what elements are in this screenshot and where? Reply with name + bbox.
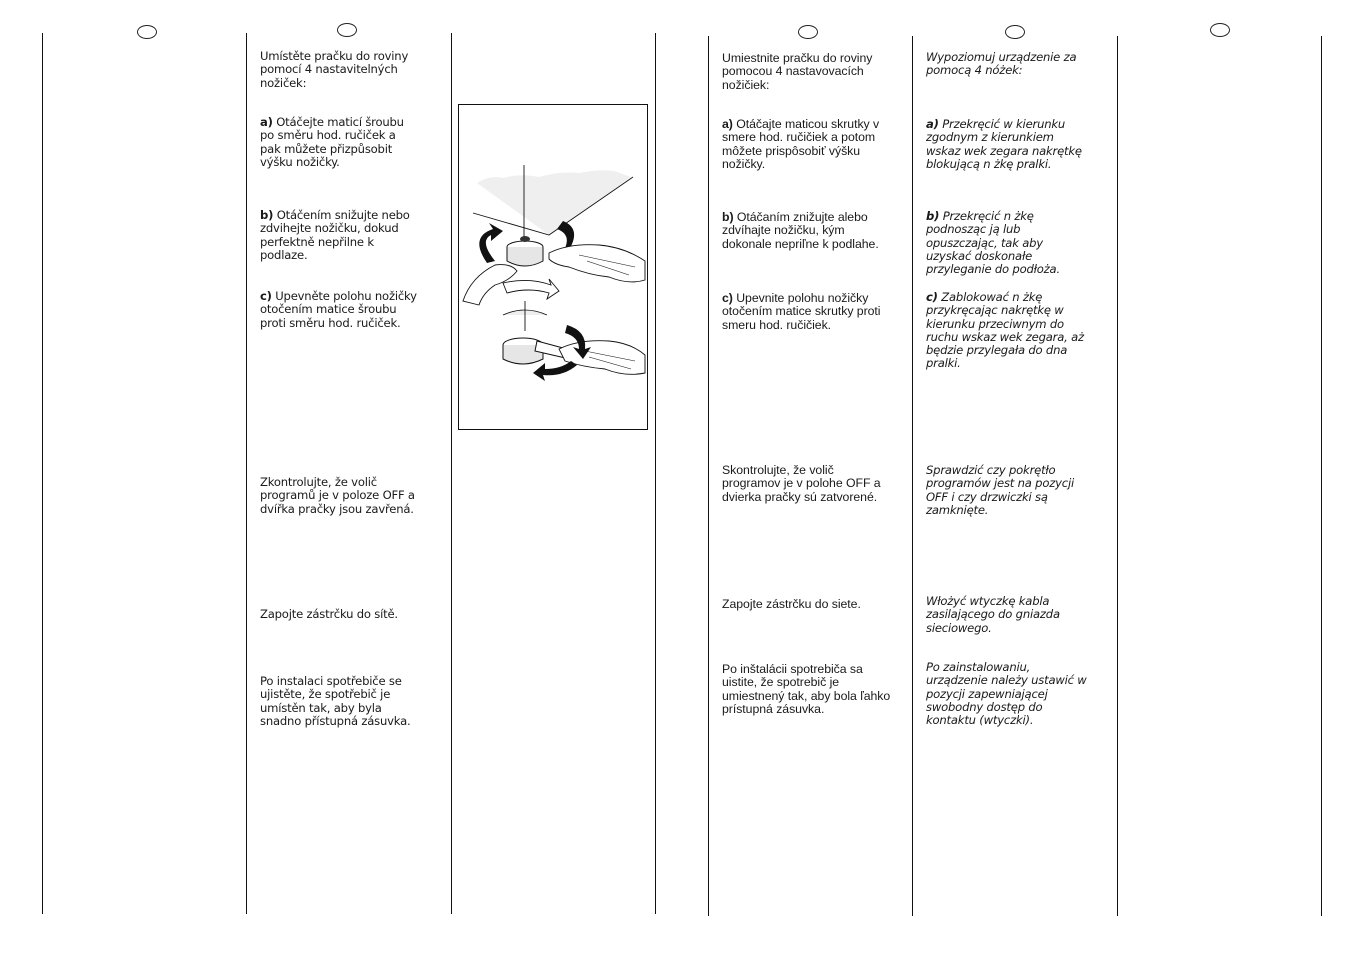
sk-step-b-text: Otáčaním znižujte alebo zdvíhajte nožičku, kým dokonale nepriľne k podlahe.: [722, 210, 879, 251]
column-divider: [42, 33, 43, 914]
cz-step-c-label: c): [260, 289, 272, 303]
column-divider: [451, 33, 452, 914]
pl-step-c-text: Zablokować n żkę przykręcając nakrętkę w kierunku przeciwnym do ruchu wskaz wek zegara, aż będzie przylegała do dna pralki.: [926, 290, 1084, 371]
column-divider: [1321, 36, 1322, 916]
sk-step-c: [722, 292, 908, 332]
sk-step-b: [722, 211, 908, 251]
cz-step-a: [260, 116, 445, 170]
cz-step-b-label: b): [260, 208, 274, 222]
cz-plug-in: Zapojte zástrčku do sítě.: [260, 607, 398, 621]
sk-step-b-label: b): [722, 210, 734, 224]
column-divider: [912, 36, 913, 916]
language-marker-oval: [337, 23, 357, 37]
sk-plug-in: Zapojte zástrčku do siete.: [722, 597, 861, 611]
column-divider: [246, 33, 247, 914]
cz-level-intro: Umístěte pračku do roviny pomocí 4 nastavitelných nožiček:: [260, 49, 409, 90]
sk-step-c-label: c): [722, 291, 733, 305]
pl-step-b-label: b): [926, 209, 940, 223]
cz-after-install: Po instalaci spotřebiče se ujistěte, že spotřebič je umístěn tak, aby byla snadno přístupná zásuvka.: [260, 674, 411, 729]
cz-step-a-text: Otáčejte maticí šroubu po směru hod. ručiček a pak můžete přizpůsobit výšku nožičky.: [260, 115, 404, 170]
language-marker-oval: [1005, 25, 1025, 39]
pl-step-c: [926, 291, 1112, 371]
cz-step-c: [260, 290, 445, 330]
cz-step-b-text: Otáčením snižujte nebo zdvihejte nožičku, dokud perfektně nepřilne k podlaze.: [260, 208, 410, 263]
language-marker-oval: [137, 25, 157, 39]
pl-plug-in: Włożyć wtyczkę kabla zasilającego do gniazda sieciowego.: [926, 594, 1060, 635]
foot-adjustment-wrench-illustration-icon: [458, 104, 648, 430]
column-divider: [1117, 36, 1118, 916]
pl-step-b-text: Przekręcić n żkę podnosząc ją lub opuszczając, tak aby uzyskać doskonałe przyleganie do podłoża.: [926, 209, 1060, 277]
leveling-feet-illustration: [459, 105, 647, 429]
sk-check-selector: Skontrolujte, že volič programov je v polohe OFF a dvierka pračky sú zatvorené.: [722, 463, 881, 504]
cz-check-selector: Zkontrolujte, že volič programů je v poloze OFF a dvířka pračky jsou zavřená.: [260, 475, 415, 516]
cz-step-c-text: Upevněte polohu nožičky otočením matice šroubu proti směru hod. ručiček.: [260, 289, 417, 330]
sk-after-install: Po inštalácii spotrebiča sa uistite, že spotrebič je umiestnený tak, aby bola ľahko prístupná zásuvka.: [722, 662, 891, 716]
pl-step-a: [926, 118, 1112, 171]
language-marker-oval: [1210, 23, 1230, 37]
pl-step-a-text: Przekręcić w kierunku zgodnym z kierunkiem wskaz wek zegara nakrętkę blokującą n żkę pralki.: [926, 117, 1082, 171]
column-divider: [655, 33, 656, 914]
column-divider: [708, 36, 709, 916]
sk-step-c-text: Upevnite polohu nožičky otočením matice skrutky proti smeru hod. ručičiek.: [722, 291, 881, 332]
pl-level-intro: Wypoziomuj urządzenie za pomocą 4 nóżek:: [926, 50, 1077, 78]
sk-step-a: [722, 118, 908, 171]
pl-step-c-label: c): [926, 290, 938, 304]
cz-step-b: [260, 209, 445, 263]
sk-step-a-label: a): [722, 117, 733, 131]
cz-step-a-label: a): [260, 115, 273, 129]
pl-after-install: Po zainstalowaniu, urządzenie należy ustawić w pozycji zapewniającej swobodny dostęp do kontaktu (wtyczki).: [926, 660, 1087, 728]
sk-step-a-text: Otáčajte maticou skrutky v smere hod. ručičiek a potom môžete prispôsobiť výšku nožičky.: [722, 117, 880, 171]
pl-check-selector: Sprawdzić czy pokrętło programów jest na pozycji OFF i czy drzwiczki są zamknięte.: [926, 463, 1074, 517]
sk-level-intro: Umiestnite pračku do roviny pomocou 4 nastavovacích nožičiek:: [722, 51, 873, 92]
pl-step-a-label: a): [926, 117, 939, 131]
language-marker-oval: [798, 25, 818, 39]
pl-step-b: [926, 210, 1112, 276]
